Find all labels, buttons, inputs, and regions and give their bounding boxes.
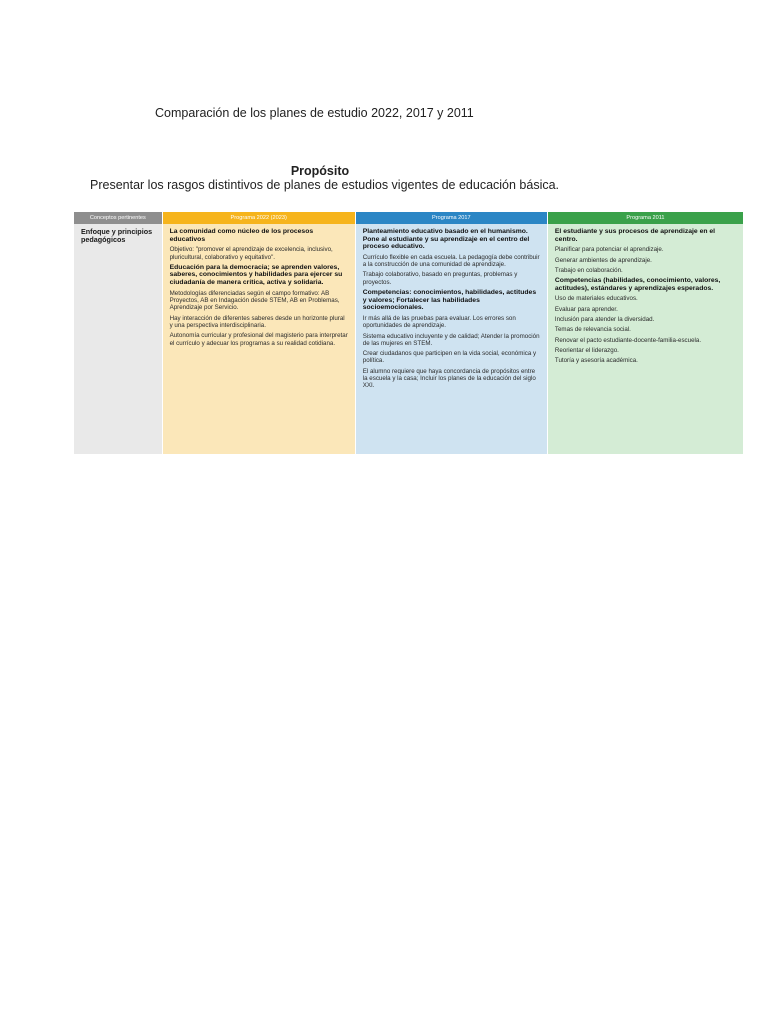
header-2017: Programa 2017 — [356, 212, 547, 224]
entry-2011: El estudiante y sus procesos de aprendizaje en el centro. — [554, 228, 716, 243]
cell-2017 — [356, 224, 547, 454]
entry-2011: Competencias (habilidades, conocimiento, valores, actitudes), estándares y aprendizajes esperados. — [554, 277, 721, 292]
cell-2011 — [548, 224, 743, 454]
column-2022 — [162, 212, 355, 454]
entry-2011: Reorientar el liderazgo. — [554, 346, 619, 354]
entry-2011: Evaluar para aprender. — [554, 305, 618, 313]
entry-2011: Uso de materiales educativos. — [554, 295, 638, 303]
entry-2017: Crear ciudadanos que participen en la vida social, económica y política. — [362, 350, 537, 365]
entry-2011: Tutoría y asesoría académica. — [554, 357, 638, 365]
entry-2017: Competencias: conocimientos, habilidades, actitudes y valores; Fortalecer las habilidades socioemocionales. — [362, 289, 537, 312]
header-concept: Conceptos pertinentes — [74, 212, 162, 224]
entry-2017: Ir más allá de las pruebas para evaluar. Los errores son oportunidades de aprendizaje. — [362, 314, 516, 330]
entry-2011: Inclusión para atender la diversidad. — [554, 316, 655, 323]
document-title: Comparación de los planes de estudio 2022, 2017 y 2011 — [155, 106, 474, 120]
cell-2022 — [163, 224, 355, 454]
entry-2022: Metodologías diferenciadas según el campo formativo: AB Proyectos, AB en Indagación desde STEM, AB en Problemas, Aprendizaje por Servicio. — [169, 289, 340, 312]
entry-2017: Currículo flexible en cada escuela. La pedagogía debe contribuir a la construcción de una comunidad de aprendizaje. — [362, 253, 540, 269]
entry-2011: Trabajo en colaboración. — [554, 266, 623, 274]
header-2011: Programa 2011 — [548, 212, 743, 224]
entry-2022: Autonomía curricular y profesional del magisterio para interpretar el currículo y adecuar los programas a su realidad cotidiana. — [169, 332, 348, 347]
entry-2017: El alumno requiere que haya concordancia de propósitos entre la escuela y la casa; Incluir los planes de la educación del siglo XXI. — [362, 367, 536, 390]
entry-2017: Planteamiento educativo basado en el humanismo. Pone al estudiante y su aprendizaje en el centro del proceso educativo. — [362, 228, 530, 251]
column-2011 — [547, 212, 743, 454]
concept-label: Enfoque y principios pedagógicos — [81, 227, 153, 244]
entry-2017: Sistema educativo incluyente y de calidad; Atender la promoción de las mujeres en STEM. — [362, 332, 540, 347]
comparison-table — [74, 212, 743, 454]
concept-cell — [74, 224, 162, 454]
purpose-text: Presentar los rasgos distintivos de planes de estudios vigentes de educación básica. — [90, 178, 560, 192]
column-2017 — [355, 212, 547, 454]
entry-2011: Temas de relevancia social. — [554, 326, 631, 334]
purpose-heading: Propósito — [290, 164, 350, 178]
entry-2017: Trabajo colaborativo, basado en preguntas, problemas y proyectos. — [362, 271, 518, 286]
entry-2011: Planificar para potenciar el aprendizaje. — [554, 246, 664, 254]
entry-2022: La comunidad como núcleo de los procesos educativos — [169, 228, 314, 243]
header-2022: Programa 2022 (2023) — [163, 212, 355, 224]
entry-2022: Objetivo: "promover el aprendizaje de excelencia, inclusivo, pluricultural, colaborativo y equitativo". — [169, 246, 333, 261]
entry-2011: Generar ambientes de aprendizaje. — [554, 256, 652, 264]
column-concept — [74, 212, 162, 454]
entry-2011: Renovar el pacto estudiante-docente-familia-escuela. — [554, 336, 702, 344]
entry-2022: Educación para la democracia; se aprenden valores, saberes, conocimientos y habilidades para ejercer su ciudadanía de manera crítica, activa y solidaria. — [169, 263, 343, 287]
entry-2022: Hay interacción de diferentes saberes desde un horizonte plural y una perspectiva interdisciplinaria. — [169, 314, 345, 329]
